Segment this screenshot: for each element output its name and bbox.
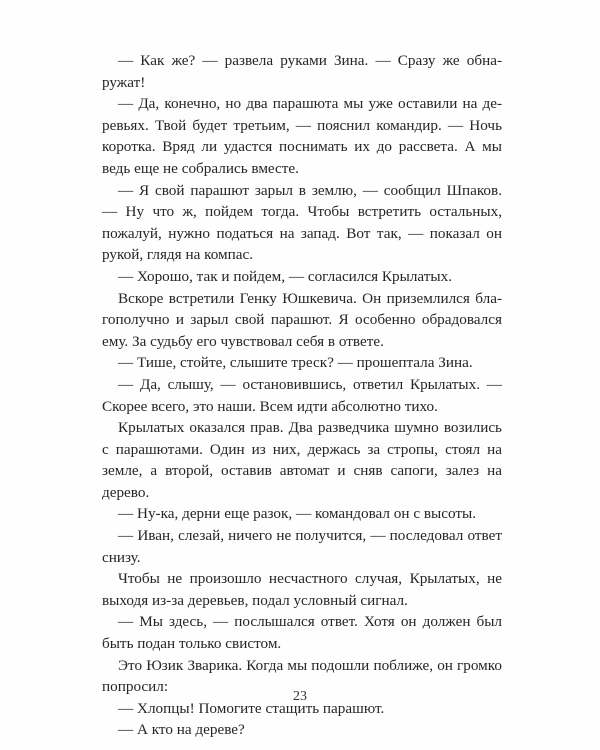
- paragraph: — Мы здесь, — послышался ответ. Хотя он должен был быть подан только свистом.: [102, 613, 502, 653]
- paragraph: — Тише, стойте, слышите треск? — прошептала Зина.: [118, 354, 473, 372]
- paragraph: — Иван, слезай, ничего не получится, — последовал ответ снизу.: [102, 527, 502, 566]
- paragraph: — Как же? — развела руками Зина. — Сразу же обнаружат!: [102, 52, 502, 91]
- paragraph: Вскоре встретили Генку Юшкевича. Он приземлился благополучно и зарыл свой парашют. Я особенно обрадовался ему. За судьбу его чувствовал себя в ответе.: [102, 289, 502, 350]
- page-number: 23: [293, 689, 307, 704]
- page-text: [102, 50, 502, 741]
- paragraph: — Я свой парашют зарыл в землю, — сообщил Шпаков. — Ну что ж, пойдем тогда. Чтобы встретить остальных, пожалуй, нужно податься на запад. Вот так, — показал он рукой, глядя на компас.: [102, 181, 502, 264]
- paragraph: Чтобы не произошло несчастного случая, Крылатых, не выходя из-за деревьев, подал условный сигнал.: [102, 570, 502, 609]
- paragraph: Крылатых оказался прав. Два разведчика шумно возились с парашютами. Один из них, держась за стропы, стоял на земле, а второй, оставив автомат и сняв сапоги, залез на дерево.: [102, 419, 502, 501]
- paragraph: — Да, конечно, но два парашюта мы уже оставили на деревьях. Твой будет третьим, — пояснил командир. — Ночь коротка. Вряд ли удастся поснимать их до рассвета. А мы ведь еще не собрались вместе.: [102, 95, 502, 177]
- paragraph: — Хлопцы! Помогите стащить парашют.: [118, 699, 385, 717]
- paragraph: Это Юзик Зварика. Когда мы подошли поближе, он громко попросил:: [102, 656, 502, 696]
- paragraph: — Да, слышу, — остановившись, ответил Крылатых. — Скорее всего, это наши. Всем идти абсолютно тихо.: [102, 375, 502, 415]
- paragraph: — Ну-ка, дерни еще разок, — командовал он с высоты.: [118, 505, 477, 523]
- paragraph: — Хорошо, так и пойдем, — согласился Крылатых.: [118, 267, 452, 285]
- paragraph: — А кто на дереве?: [118, 721, 245, 739]
